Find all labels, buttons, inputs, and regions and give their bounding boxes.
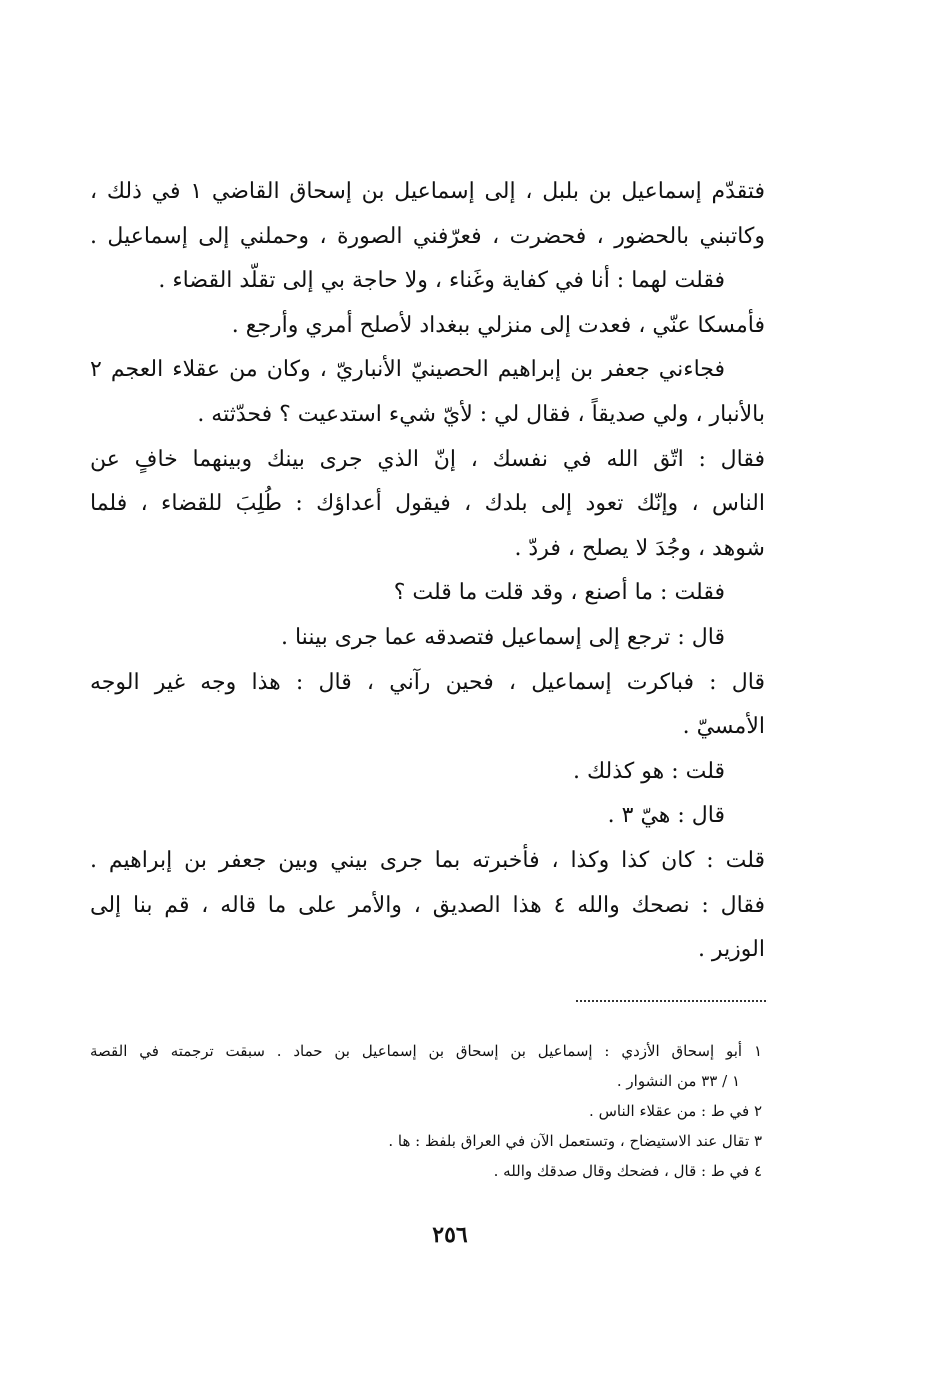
footnote-separator <box>576 1000 766 1002</box>
text-line: قال : ترجع إلى إسماعيل فتصدقه عما جرى بيننا . <box>280 624 725 650</box>
footnotes <box>90 1036 762 1186</box>
text-line: قلت : كان كذا وكذا ، فأخبرته بما جرى بيني وبين جعفر بن إبراهيم . <box>90 847 765 873</box>
text-line: فقلت لهما : أنا في كفاية وغَناء ، ولا حاجة بي إلى تقلّد القضاء . <box>158 268 725 294</box>
text-line: وكاتبني بالحضور ، فحضرت ، فعرّفني الصورة ، وحملني إلى إسماعيل . <box>90 223 765 249</box>
footnote-line: ١ / ٣٣ من النشوار . <box>616 1072 740 1090</box>
footnote-line: ١ أبو إسحاق الأزدي : إسماعيل بن إسحاق بن إسماعيل بن حماد . سبقت ترجمته في القصة <box>90 1042 762 1060</box>
text-line: قلت : هو كذلك . <box>572 758 725 784</box>
text-line: الوزير . <box>697 937 765 963</box>
main-text-body <box>90 170 765 973</box>
footnote-line: ٢ في ط : من عقلاء الناس . <box>589 1102 762 1120</box>
text-line: بالأنبار ، ولي صديقاً ، فقال لي : لأيّ شيء استدعيت ؟ فحدّثته . <box>197 401 765 427</box>
text-line: قال : هيّ ٣ . <box>607 803 725 829</box>
page-number: ٢٥٦ <box>432 1222 468 1248</box>
footnote-line: ٤ في ط : قال ، فضحك وقال صدقك والله . <box>493 1162 762 1180</box>
text-line: فقال : اتّق الله في نفسك ، إنّ الذي جرى بينك وبينهما خافٍ عن <box>90 446 765 472</box>
text-line: فقال : نصحك والله ٤ هذا الصديق ، والأمر على ما قاله ، قم بنا إلى <box>90 892 765 918</box>
text-line: الأمسيّ . <box>682 714 765 740</box>
text-line: فتقدّم إسماعيل بن بلبل ، إلى إسماعيل بن إسحاق القاضي ١ في ذلك ، <box>90 179 765 204</box>
text-line: فجاءني جعفر بن إبراهيم الحصينيّ الأنباريّ ، وكان من عقلاء العجم ٢ <box>90 357 725 383</box>
text-line: قال : فباكرت إسماعيل ، فحين رآني ، قال : هذا وجه غير الوجه <box>90 669 765 695</box>
text-line: الناس ، وإنّك تعود إلى بلدك ، فيقول أعداؤك : طُلِبَ للقضاء ، فلما <box>90 491 765 517</box>
text-line: فقلت : ما أصنع ، وقد قلت ما قلت ؟ <box>393 580 725 606</box>
footnote-line: ٣ تقال عند الاستيضاح ، وتستعمل الآن في العراق بلفظ : ها . <box>388 1132 762 1150</box>
text-line: فأمسكا عنّي ، فعدت إلى منزلي ببغداد لأصلح أمري وأرجع . <box>231 312 765 338</box>
text-line: شوهد ، وجُدَ لا يصلح ، فردّ . <box>514 535 765 561</box>
